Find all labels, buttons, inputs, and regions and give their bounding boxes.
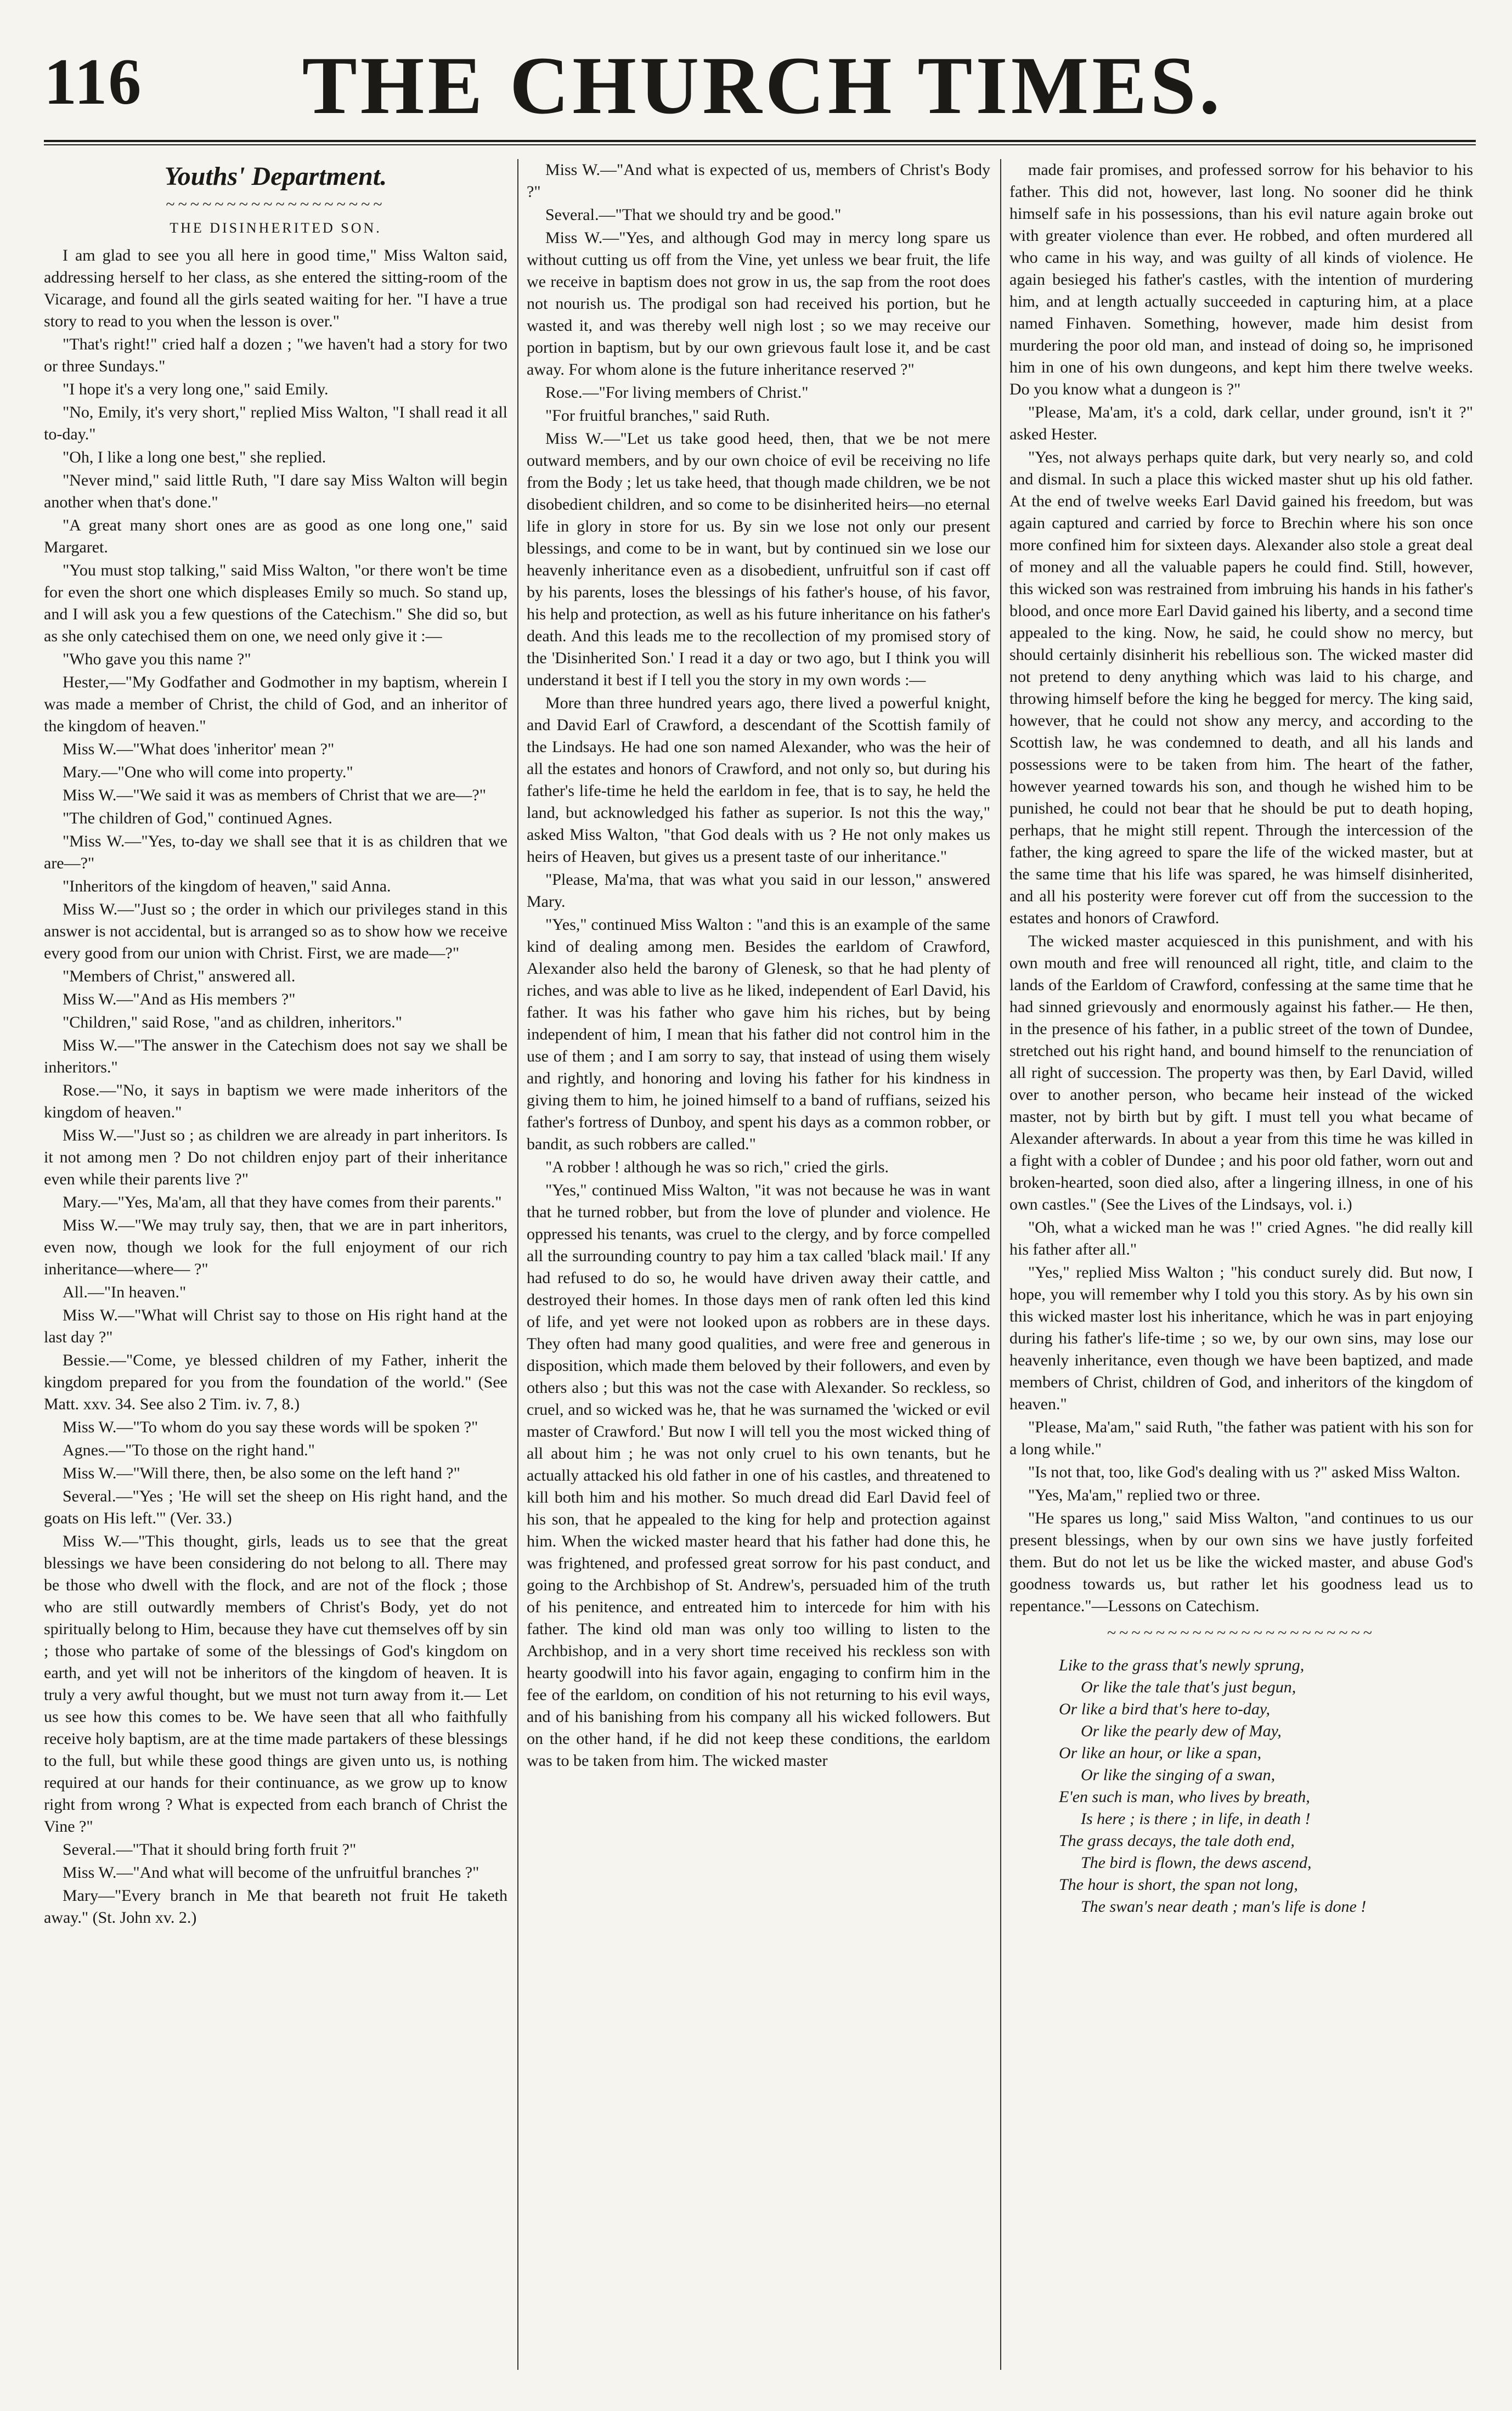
paragraph: "Who gave you this name ?" bbox=[63, 650, 251, 668]
paragraph: "A great many short ones are as good as one long one," said Margaret. bbox=[44, 516, 507, 556]
paragraph: "Yes," replied Miss Walton ; "his conduct surely did. But now, I hope, you will remember why I told you this story. As by his own sin this wicked master lost his inheritance, which he was in part enjoying during his father's life-time ; so we, by our own sins, may lose our heavenly inheritance, even though we have been baptized, and made members of Christ, children of God, and inheritors of the kingdom of heaven." bbox=[1009, 1263, 1473, 1413]
paragraph: "Yes, Ma'am," replied two or three. bbox=[1028, 1486, 1261, 1504]
paragraph: All.—"In heaven." bbox=[63, 1283, 187, 1301]
paragraph: Bessie.—"Come, ye blessed children of my Father, inherit the kingdom prepared for you from the foundation of the world." (See Matt. xxv. 34. See also 2 Tim. iv. 7, 8.) bbox=[44, 1351, 507, 1413]
paragraph: The wicked master acquiesced in this punishment, and with his own mouth and free will renounced all right, title, and claim to the lands of the Earldom of Crawford, confessing at the same time that he had sinned grievously and enormously against his father.— He then, in the presence of his father, in a public street of the town of Dundee, stretched out his right hand, and bound himself to the renunciation of all right of succession. The property was then, by Earl David, willed over to another person, who became heir instead of the wicked master, not by birth but by gift. I must tell you what became of Alexander afterwards. In about a year from this time he was killed in a fight with a cobler of Dundee ; and his poor old father, worn out and broken-hearted, soon died also, after a lingering illness, in one of his own castles." (See the Lives of the Lindsays, vol. i.) bbox=[1009, 932, 1473, 1213]
paragraph: Miss W.—"Yes, and although God may in mercy long spare us without cutting us off from the Vine, yet unless we bear fruit, the life we receive in baptism does not grow in us, the sap from the root does not nourish us. The prodigal son had received his portion, but he wasted it, and was thereby well nigh lost ; so we may receive our portion in baptism, but by our own grievous fault lose it, and be cast away. For whom alone is the future inheritance reserved ?" bbox=[527, 229, 990, 379]
paragraph: made fair promises, and professed sorrow for his behavior to his father. This did not, however, last long. No sooner did he think himself safe in his possessions, than his evil nature again broke out with greater violence than ever. He robbed, and often murdered all who came in his way, and was guilty of all kinds of violence. He again besieged his father's castles, with the intention of murdering him, and at length actually succeeded in capturing him, at a place named Finhaven. Something, however, made him desist from murdering the poor old man, and instead of doing so, he imprisoned him in one of his own dungeons, and kept him there twelve weeks. Do you know what a dungeon is ?" bbox=[1009, 161, 1473, 398]
poem-line: The bird is flown, the dews ascend, bbox=[1081, 1854, 1312, 1872]
paragraph: Several.—"Yes ; 'He will set the sheep on His right hand, and the goats on His left.'" (Ver. 33.) bbox=[44, 1487, 507, 1527]
section-title: Youths' Department. bbox=[164, 162, 387, 191]
paragraph: "Never mind," said little Ruth, "I dare say Miss Walton will begin another when that's done." bbox=[44, 471, 507, 511]
paragraph: Miss W.—"This thought, girls, leads us to see that the great blessings we have been considering do not belong to all. There may be those who dwell with the flock, and are not of the flock ; those who are still outwardly members of Christ's Body, yet do not spiritually belong to Him, because they have cut themselves off by sin ; those who partake of some of the blessings of God's kingdom on earth, and yet will not be inheritors of the kingdom of heaven. It is truly a very awful thought, but we must not turn away from it.— Let us see how this comes to be. We have seen that all who faithfully receive holy baptism, are at the time made partakers of these blessings to the full, but while these good things are given unto us, is nothing required at our hands for their continuance, as we grow up to know right from wrong ? What is expected from each branch of Christ the Vine ?" bbox=[44, 1532, 507, 1836]
paragraph: "Please, Ma'am," said Ruth, "the father was patient with his son for a long while." bbox=[1009, 1418, 1473, 1458]
paragraph: Miss W.—"And what will become of the unfruitful branches ?" bbox=[63, 1864, 479, 1882]
paragraph: "Please, Ma'ma, that was what you said in our lesson," answered Mary. bbox=[527, 871, 990, 911]
paragraph: Miss W.—"Will there, then, be also some on the left hand ?" bbox=[63, 1464, 460, 1482]
ornamental-rule: ~~~~~~~~~~~~~~~~~~~~~~ bbox=[1107, 1624, 1376, 1642]
paragraph: Miss W.—"What does 'inheritor' mean ?" bbox=[63, 740, 335, 758]
poem-line: The grass decays, the tale doth end, bbox=[1059, 1832, 1295, 1850]
paragraph: "Yes," continued Miss Walton, "it was not because he was in want that he turned robber, but from the love of plunder and violence. He oppressed his tenants, was cruel to the clergy, and by force compelled all the surrounding country to pay him a tax called 'black mail.' If any had refused to do so, he would have driven away their cattle, and destroyed their homes. In those days men of rank often led this kind of life, and yet were not looked upon as robbers are in these days. They often had many good qualities, and were free and generous in disposition, which made them beloved by their followers, and even by others also ; but this was not the case with Alexander. So reckless, so cruel, and so wicked was he, that he was surnamed the 'wicked or evil master of Crawford.' But now I will tell you the most wicked thing of all about him ; he was not only cruel to his own tenants, but he actually attacked his old father in one of his castles, and threatened to kill both him and his mother. So much dread did Earl David feel of his son, that he appealed to the king for help and protection against him. When the wicked master heard that his father had done this, he was frightened, and professed great sorrow for his past conduct, and going to the Archbishop of St. Andrew's, persuaded him of the truth of his penitence, and entreated him to intercede for him with his father. The kind old man was only too willing to listen to the Archbishop, and in a very short time received his reckless son with hearty goodwill into his favor again, engaging to confirm him in the fee of the earldom, on condition of his not returning to his evil ways, and of his banishing from his company all his wicked followers. But on the other hand, if he did not keep these conditions, the earldom was to be taken from him. The wicked master bbox=[527, 1181, 990, 1770]
paragraph: Mary—"Every branch in Me that beareth not fruit He taketh away." (St. John xv. 2.) bbox=[44, 1887, 507, 1927]
paragraph: "Miss W.—"Yes, to-day we shall see that it is as children that we are—?" bbox=[44, 832, 507, 872]
paragraph: Miss W.—"And what is expected of us, members of Christ's Body ?" bbox=[527, 161, 990, 201]
paragraph: "Inheritors of the kingdom of heaven," said Anna. bbox=[63, 877, 391, 895]
poem-line: Like to the grass that's newly sprung, bbox=[1059, 1656, 1305, 1674]
paragraph: "I hope it's a very long one," said Emily. bbox=[63, 380, 329, 398]
poem-line: The swan's near death ; man's life is done ! bbox=[1081, 1898, 1367, 1916]
paragraph: "Please, Ma'am, it's a cold, dark cellar, under ground, isn't it ?" asked Hester. bbox=[1009, 403, 1473, 443]
paragraph: "He spares us long," said Miss Walton, "and continues to us our present blessings, when by our own sins we have justly forfeited them. But do not let us be like the wicked master, and abuse God's goodness towards us, but rather let his goodness lead us to repentance."—Lessons on Catechism. bbox=[1009, 1509, 1473, 1615]
paragraph: Mary.—"One who will come into property." bbox=[63, 763, 353, 781]
paragraph: "That's right!" cried half a dozen ; "we haven't had a story for two or three Sundays." bbox=[44, 335, 507, 375]
paragraph: Miss W.—"And as His members ?" bbox=[63, 990, 296, 1008]
paragraph: Miss W.—"We may truly say, then, that we are in part inheritors, even now, though we look for the full enjoyment of our rich inheritance—where— ?" bbox=[44, 1216, 507, 1278]
paragraph: "Oh, what a wicked man he was !" cried Agnes. "he did really kill his father after all." bbox=[1009, 1218, 1473, 1258]
poem-line: The hour is short, the span not long, bbox=[1059, 1876, 1298, 1894]
paragraph: Miss W.—"Just so ; as children we are already in part inheritors. Is it not among men ? Do not children enjoy part of their inheritance even while their parents live ?" bbox=[44, 1126, 507, 1188]
paragraph: "Members of Christ," answered all. bbox=[63, 967, 296, 985]
column-divider bbox=[517, 159, 518, 2370]
poem-line: Or like the singing of a swan, bbox=[1081, 1766, 1276, 1784]
paragraph: "The children of God," continued Agnes. bbox=[63, 809, 332, 827]
paragraph: I am glad to see you all here in good time," Miss Walton said, addressing herself to her class, as she entered the sitting-room of the Vicarage, and found all the girls seated waiting for her. "I have a true story to read to you when the lesson is over." bbox=[44, 246, 507, 330]
paragraph: "Is not that, too, like God's dealing with us ?" asked Miss Walton. bbox=[1028, 1463, 1460, 1481]
paragraph: "You must stop talking," said Miss Walton, "or there won't be time for even the short one which displeases Emily so much. So stand up, and I will ask you a few questions of the Catechism." She did so, but as she only catechised them on one, we need only give it :— bbox=[44, 561, 507, 645]
poem-line: Or like a bird that's here to-day, bbox=[1059, 1700, 1270, 1718]
paragraph: Rose.—"For living members of Christ." bbox=[545, 383, 809, 402]
page-header bbox=[44, 38, 1481, 137]
column-1 bbox=[44, 159, 507, 2386]
header-rule bbox=[44, 140, 1476, 145]
paragraph: "Yes, not always perhaps quite dark, but very nearly so, and cold and dismal. In such a place this wicked master shut up his old father. At the end of twelve weeks Earl David gained his freedom, but was again captured and carried by force to Brechin where his son once more confined him for sixteen days. Alexander also stole a great deal of money and all the valuable papers he could find. Still, however, this wicked son was restrained from imbruing his hands in his father's blood, and once more Earl David gained his liberty, and a second time appealed to the king. Now, he said, he could show no mercy, but should certainly disinherit his rebellious son. The wicked master did not pretend to deny anything which was laid to his charge, and throwing himself before the king he begged for mercy. The king said, however, that he could not show any mercy, and according to the Scottish law, he was condemned to death, and all his lands and possessions were to be taken from him. The heart of the father, however yearned towards his son, and though he wished him to be punished, he could not bear that he should be put to death hoping, perhaps, that he might still repent. Through the intercession of the father, the king agreed to spare the life of the wicked master, but at the same time that his life was spared, he was himself disinherited, and all his posterity were forever cut off from the succession to the estates and honors of Crawford. bbox=[1009, 448, 1473, 927]
paragraph: More than three hundred years ago, there lived a powerful knight, and David Earl of Crawford, a descendant of the Scottish family of the Lindsays. He had one son named Alexander, who was the heir of all the estates and honors of Crawford, and not only so, but during his father's life-time he held the earldom in fee, that is to say, he held the land, but acknowledged his father as superior. Is not this the way," asked Miss Walton, "that God deals with us ? He not only makes us heirs of Heaven, but gives us a present taste of our inheritance." bbox=[527, 694, 990, 866]
paragraph: "Yes," continued Miss Walton : "and this is an example of the same kind of dealing among men. Besides the earldom of Crawford, Alexander also held the barony of Glenesk, so that he had plenty of riches, and was able to live as he liked, independent of Earl David, his father. It was his father who gave him his riches, but by being independent of him, I mean that his father did not control him in the use of them ; and I am sorry to say, that instead of using them wisely and rightly, and honoring and loving his father for his kindness in giving them to him, he joined himself to a band of ruffians, seized his father's fortress of Dunboy, and spent his days as a common robber, or bandit, as such robbers are called." bbox=[527, 916, 990, 1153]
paragraph: Several.—"That it should bring forth fruit ?" bbox=[63, 1840, 357, 1859]
poem-line: Or like an hour, or like a span, bbox=[1059, 1744, 1262, 1762]
paragraph: "Oh, I like a long one best," she replied. bbox=[63, 448, 326, 466]
column-3 bbox=[1009, 159, 1473, 2386]
paragraph: Miss W.—"Just so ; the order in which our privileges stand in this answer is not accidental, but is arranged so as to show how we receive every good from our union with Christ. First, we are made—?" bbox=[44, 900, 507, 962]
paragraph: "For fruitful branches," said Ruth. bbox=[545, 406, 770, 425]
poem bbox=[1059, 1655, 1451, 1918]
paragraph: "No, Emily, it's very short," replied Miss Walton, "I shall read it all to-day." bbox=[44, 403, 507, 443]
paragraph: Miss W.—"To whom do you say these words will be spoken ?" bbox=[63, 1418, 478, 1436]
column-divider bbox=[1000, 159, 1001, 2370]
masthead-title: THE CHURCH TIMES. bbox=[302, 40, 1223, 131]
poem-line: Or like the pearly dew of May, bbox=[1081, 1722, 1282, 1740]
paragraph: "A robber ! although he was so rich," cried the girls. bbox=[545, 1158, 889, 1176]
paragraph: Mary.—"Yes, Ma'am, all that they have comes from their parents." bbox=[63, 1193, 502, 1211]
paragraph: Several.—"That we should try and be good." bbox=[545, 206, 842, 224]
paragraph: Hester,—"My Godfather and Godmother in my baptism, wherein I was made a member of Christ, the child of God, and an inheritor of the kingdom of heaven." bbox=[44, 673, 507, 735]
paragraph: Rose.—"No, it says in baptism we were made inheritors of the kingdom of heaven." bbox=[44, 1081, 507, 1121]
ornamental-rule: ~~~~~~~~~~~~~~~~~~ bbox=[166, 195, 386, 213]
paragraph: Miss W.—"We said it was as members of Christ that we are—?" bbox=[63, 786, 486, 804]
poem-line: Or like the tale that's just begun, bbox=[1081, 1678, 1296, 1696]
paragraph: Agnes.—"To those on the right hand." bbox=[63, 1441, 315, 1459]
paragraph: Miss W.—"Let us take good heed, then, that we be not mere outward members, and by our own choice of evil be receiving no life from the Body ; let us take heed, that though made children, we be not disobedient children, and so come to be disinherited heirs—no eternal life in glory in store for us. By sin we lose not only our present blessings, and come to be in want, but by continued sin we lose our heavenly inheritance even as a disobedient, unfruitful son if cast off by his parents, loses the blessings of his father's house, of his favor, his help and protection, as well as his future inheritance on his father's death. And this leads me to the recollection of my promised story of the 'Disinherited Son.' I read it a day or two ago, but I think you will understand it best if I tell you the story in my own words :— bbox=[527, 430, 990, 689]
paragraph: Miss W.—"What will Christ say to those on His right hand at the last day ?" bbox=[44, 1306, 507, 1346]
poem-line: Is here ; is there ; in life, in death ! bbox=[1081, 1810, 1311, 1828]
paragraph: "Children," said Rose, "and as children, inheritors." bbox=[63, 1013, 402, 1031]
poem-line: E'en such is man, who lives by breath, bbox=[1059, 1788, 1310, 1806]
page-number: 116 bbox=[44, 45, 143, 118]
paragraph: Miss W.—"The answer in the Catechism does not say we shall be inheritors." bbox=[44, 1036, 507, 1076]
article-title: THE DISINHERITED SON. bbox=[170, 220, 382, 236]
column-2 bbox=[527, 159, 990, 2386]
